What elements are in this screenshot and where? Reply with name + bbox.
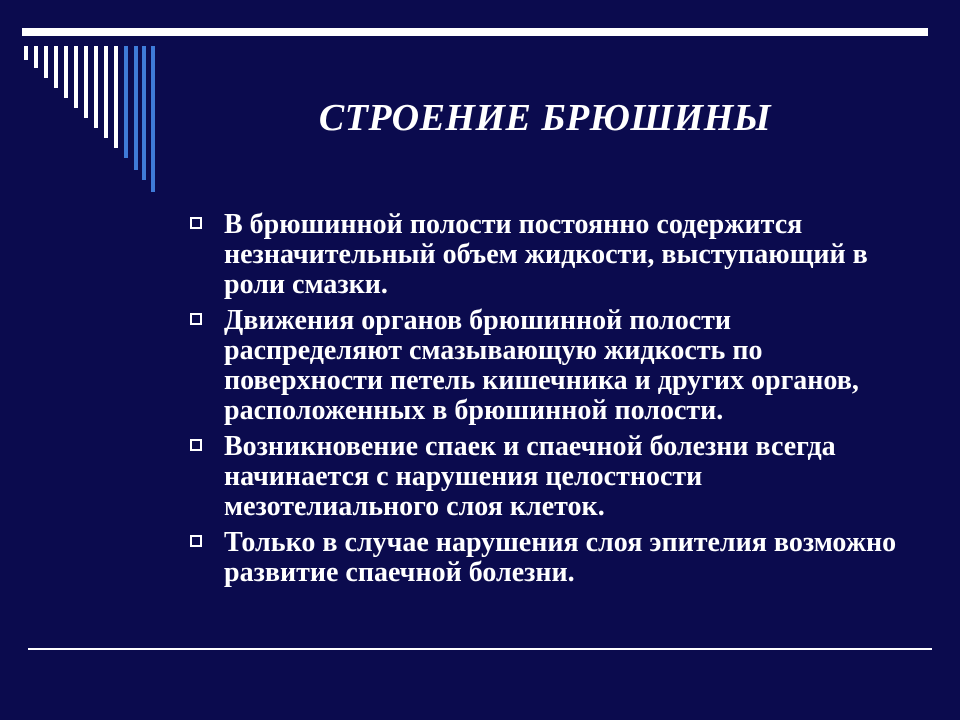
bullet-text: Только в случае нарушения слоя эпителия возможно развитие спаечной болезни.: [224, 527, 897, 588]
stripe: [104, 46, 108, 138]
bullet-text: Возникновение спаек и спаечной болезни всегда начинается с нарушения целостности мезотелиального слоя клеток.: [224, 431, 836, 522]
square-bullet-icon: [190, 217, 202, 229]
stripe: [24, 46, 28, 60]
stripe: [142, 46, 146, 180]
stripe: [114, 46, 118, 148]
bullet-item: [186, 306, 906, 426]
bullet-text: В брюшинной полости постоянно содержится незначительный объем жидкости, выступающий в роли смазки.: [224, 209, 868, 300]
stripe: [124, 46, 128, 158]
stripe: [151, 46, 155, 192]
square-bullet-icon: [190, 313, 202, 325]
stripe: [54, 46, 58, 88]
bullet-item: [186, 210, 906, 300]
bullet-text: Движения органов брюшинной полости распределяют смазывающую жидкость по поверхности петель кишечника и других органов, расположенных в брюшинной полости.: [224, 305, 859, 426]
stripe: [84, 46, 88, 118]
stripe: [134, 46, 138, 170]
square-bullet-icon: [190, 535, 202, 547]
slide-title: СТРОЕНИЕ БРЮШИНЫ: [318, 97, 772, 139]
bullet-list: [186, 210, 906, 594]
stripe: [64, 46, 68, 98]
bullet-item: [186, 528, 906, 588]
decorative-stripes: [0, 0, 200, 200]
stripe: [44, 46, 48, 78]
stripe: [94, 46, 98, 128]
square-bullet-icon: [190, 439, 202, 451]
bottom-rule: [28, 648, 932, 650]
bullet-item: [186, 432, 906, 522]
stripe: [74, 46, 78, 108]
stripe: [34, 46, 38, 68]
